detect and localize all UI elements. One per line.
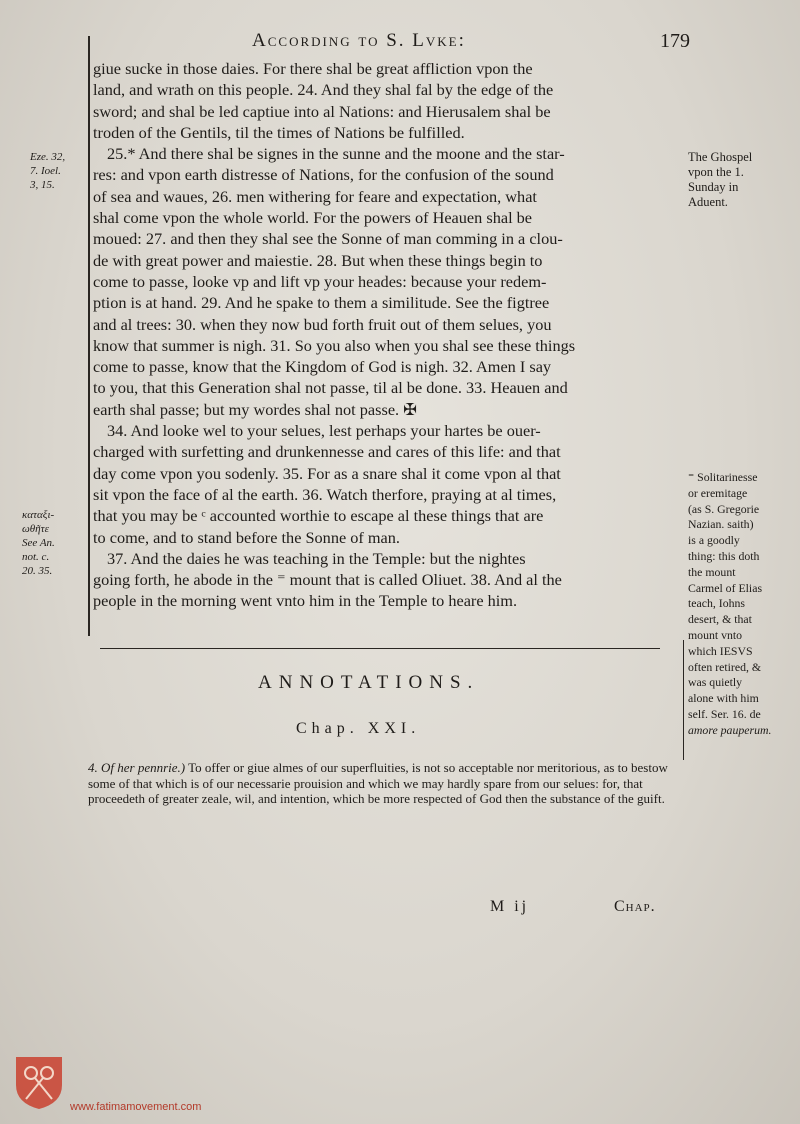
margin-line: often retired, & — [688, 659, 762, 674]
margin-note-gospel — [688, 150, 798, 210]
text-line: people in the morning went vnto him in the Temple to heare him. — [93, 591, 518, 611]
text-line: sit vpon the face of al the earth. 36. Watch therfore, praying at al times, — [93, 484, 557, 504]
text-line: ption is at hand. 29. And he spake to them a similitude. See the figtree — [93, 293, 550, 313]
margin-note-solitarinesse — [688, 470, 798, 739]
margin-line: (as S. Gregorie — [688, 501, 760, 516]
text-line: 25.* And there shal be signes in the sunne and the moone and the star- — [107, 144, 565, 164]
annotation-text: To offer or giue almes of our superfluities, is not so acceptable nor meritorious, as to bestow some of that which is of our necessarie prouision and which we may hardly spare from our selues: for, that proceedeth of greater zeale, wil, and intention, which be more respected of God then the substance of the guift. — [88, 760, 668, 806]
margin-line: alone with him — [688, 691, 759, 706]
margin-line: Nazian. saith) — [688, 517, 754, 532]
margin-line: desert, & that — [688, 612, 752, 627]
section-divider — [100, 648, 660, 649]
margin-line: Carmel of Elias — [688, 580, 763, 595]
margin-line: which IESVS — [688, 643, 753, 658]
margin-line: The Ghospel — [688, 150, 753, 164]
text-line: day come vpon you sodenly. 35. For as a snare shal it come vpon al that — [93, 463, 561, 483]
text-line: to you, that this Generation shal not passe, til al be done. 33. Heauen and — [93, 378, 568, 398]
text-line: giue sucke in those daies. For there shal be great affliction vpon the — [93, 59, 533, 78]
margin-line: 7. Ioel. — [30, 165, 61, 177]
annotations-heading: ANNOTATIONS. — [258, 672, 480, 693]
text-line: shal come vpon the whole world. For the powers of Heauen shal be — [93, 208, 533, 228]
text-line: come to passe, looke vp and lift vp your heades: because your redem- — [93, 271, 547, 291]
margin-line: not. c. — [22, 551, 50, 563]
margin-line: is a goodly — [688, 533, 740, 548]
text-line: come to passe, know that the Kingdom of God is nigh. 32. Amen I say — [93, 357, 552, 377]
margin-note-left-greek — [22, 508, 80, 578]
margin-line: ⁼ Solitarinesse — [688, 470, 758, 484]
watermark-url[interactable]: www.fatimamovement.com — [70, 1101, 202, 1113]
text-line: res: and vpon earth distresse of Nations, for the confusion of the sound — [93, 165, 554, 185]
text-line: troden of the Gentils, til the times of Nations be fulfilled. — [93, 122, 465, 142]
text-line: sword; and shal be led captiue into al Nations: and Hierusalem shal be — [93, 101, 551, 121]
margin-note-left-ezekiel — [30, 150, 88, 192]
margin-line: 3, 15. — [30, 179, 55, 191]
margin-line: or eremitage — [688, 485, 748, 500]
annotation-entry — [88, 760, 680, 807]
text-line: de with great power and maiestie. 28. But when these things begin to — [93, 250, 543, 270]
text-line: to come, and to stand before the Sonne of man. — [93, 527, 400, 547]
text-line: 37. And the daies he was teaching in the Temple: but the nightes — [107, 548, 526, 568]
papal-keys-logo-icon — [12, 1053, 66, 1111]
margin-line: teach, Iohns — [688, 596, 745, 611]
text-line: land, and wrath on this people. 24. And they shal fal by the edge of the — [93, 80, 554, 100]
text-line: and al trees: 30. when they now bud forth fruit out of them selues, you — [93, 314, 552, 334]
annotation-reference: 4. Of her pennrie.) — [88, 760, 186, 775]
margin-line: Sunday in — [688, 180, 739, 194]
margin-line: καταξι- — [22, 509, 55, 521]
margin-line: amore pauperum. — [688, 722, 772, 737]
text-line: earth shal passe; but my wordes shal not passe. ✠ — [93, 399, 417, 419]
text-line: that you may be ᶜ accounted worthie to escape al these things that are — [93, 506, 544, 526]
margin-line: self. Ser. 16. de — [688, 706, 761, 721]
margin-line: ωθῆτε — [22, 523, 49, 535]
text-line: charged with surfetting and drunkennesse and cares of this life: and that — [93, 442, 561, 462]
text-line: of sea and waues, 26. men withering for feare and expectation, what — [93, 186, 537, 206]
page-number: 179 — [660, 30, 690, 52]
catchword: Chap. — [614, 898, 656, 915]
margin-line: Eze. 32, — [30, 151, 66, 163]
margin-line: vpon the 1. — [688, 165, 744, 179]
margin-line: the mount — [688, 564, 736, 579]
scripture-text — [93, 58, 685, 612]
text-line: going forth, he abode in the ⁼ mount that is called Oliuet. 38. And al the — [93, 570, 562, 590]
text-line: 34. And looke wel to your selues, lest perhaps your hartes be ouer- — [107, 421, 541, 441]
signature-mark: M ij — [490, 898, 530, 915]
margin-line: was quietly — [688, 675, 743, 690]
chapter-heading: Chap. XXI. — [296, 720, 421, 737]
margin-line: mount vnto — [688, 627, 743, 642]
margin-line: thing: this doth — [688, 548, 760, 563]
margin-rule-right — [683, 640, 684, 760]
margin-rule-left — [88, 36, 90, 636]
running-title: According to S. Lvke: — [252, 30, 466, 51]
margin-line: 20. 35. — [22, 565, 53, 577]
margin-line: Aduent. — [688, 195, 728, 209]
text-line: know that summer is nigh. 31. So you also when you shal see these things — [93, 335, 576, 355]
text-line: moued: 27. and then they shal see the Sonne of man comming in a clou- — [93, 229, 563, 249]
margin-line: See An. — [22, 537, 55, 549]
